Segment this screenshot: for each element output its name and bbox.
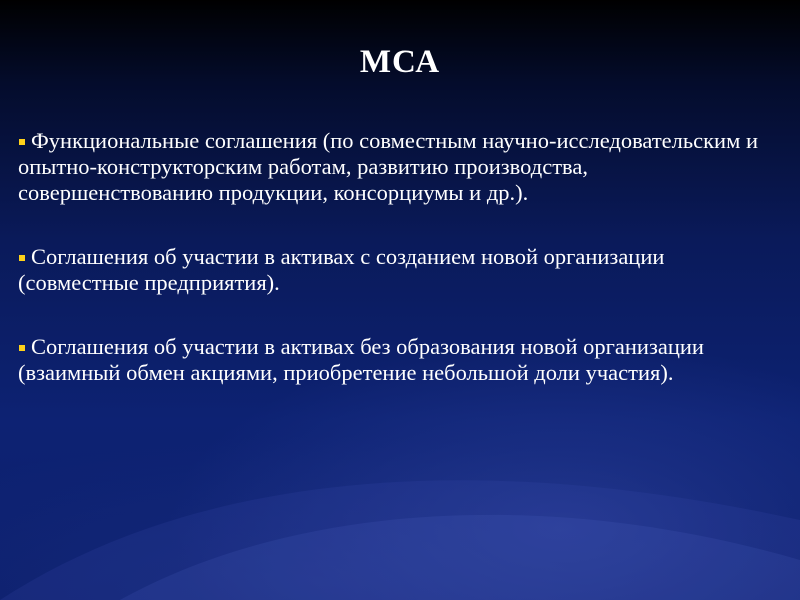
bullet-list <box>18 128 788 424</box>
list-item-text: Соглашения об участии в активах без образования новой организации (взаимный обмен акциями, приобретение небольшой доли участия). <box>18 334 704 385</box>
list-item <box>18 128 788 206</box>
list-item-text: Функциональные соглашения (по совместным научно-исследовательским и опытно-конструкторским работам, развитию производства, совершенствованию продукции, консорциумы и др.). <box>18 128 758 205</box>
list-item <box>18 244 788 296</box>
square-bullet-icon <box>19 255 25 261</box>
slide-title: МСА <box>359 44 441 80</box>
square-bullet-icon <box>19 345 25 351</box>
list-item <box>18 334 788 386</box>
square-bullet-icon <box>19 139 25 145</box>
list-item-text: Соглашения об участии в активах с созданием новой организации (совместные предприятия). <box>18 244 665 295</box>
